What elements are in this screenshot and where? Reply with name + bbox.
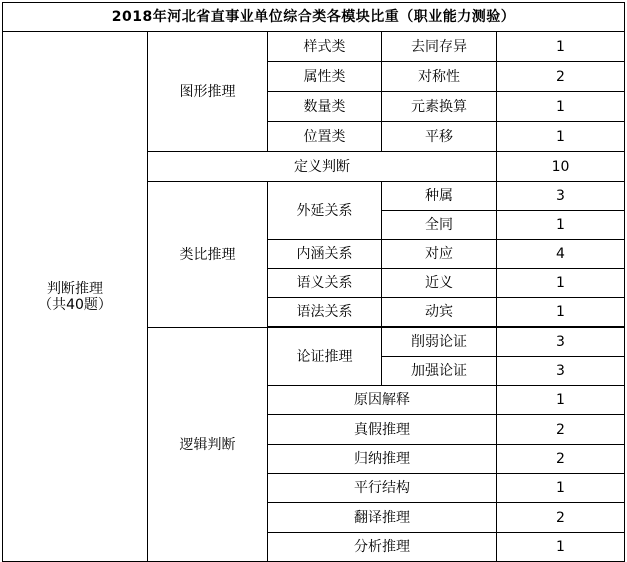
count-cell: 10 <box>497 152 625 182</box>
category-logic: 逻辑判断 <box>148 328 268 562</box>
subtype-cell: 外延关系 <box>268 182 382 240</box>
category-analogy: 类比推理 <box>148 182 268 328</box>
count-cell: 1 <box>497 269 625 298</box>
item-cell: 种属 <box>382 182 497 211</box>
item-cell: 对应 <box>382 240 497 269</box>
item-cell: 加强论证 <box>382 357 497 386</box>
item-cell: 动宾 <box>382 298 497 327</box>
subtype-cell: 语义关系 <box>268 269 382 298</box>
count-cell: 1 <box>497 211 625 240</box>
count-cell: 1 <box>497 474 625 503</box>
item-cell: 去同存异 <box>382 32 497 62</box>
subtype-cell: 论证推理 <box>268 328 382 386</box>
count-cell: 2 <box>497 415 625 445</box>
table-title: 2018年河北省直事业单位综合类各模块比重（职业能力测验） <box>3 3 625 32</box>
subtype-cell: 样式类 <box>268 32 382 62</box>
count-cell: 1 <box>497 92 625 122</box>
count-cell: 1 <box>497 386 625 415</box>
count-cell: 2 <box>497 503 625 533</box>
count-cell: 2 <box>497 62 625 92</box>
item-cell: 翻译推理 <box>268 503 497 533</box>
item-cell: 全同 <box>382 211 497 240</box>
item-cell: 原因解释 <box>268 386 497 415</box>
section-count: （共40题） <box>38 296 112 313</box>
count-cell: 3 <box>497 328 625 357</box>
count-cell: 1 <box>497 533 625 562</box>
item-cell: 近义 <box>382 269 497 298</box>
item-cell: 平移 <box>382 122 497 152</box>
item-cell: 真假推理 <box>268 415 497 445</box>
count-cell: 2 <box>497 445 625 474</box>
subtype-cell: 内涵关系 <box>268 240 382 269</box>
item-cell: 平行结构 <box>268 474 497 503</box>
count-cell: 3 <box>497 182 625 211</box>
item-cell: 削弱论证 <box>382 328 497 357</box>
subtype-cell: 属性类 <box>268 62 382 92</box>
count-cell: 1 <box>497 298 625 327</box>
count-cell: 3 <box>497 357 625 386</box>
category-definition: 定义判断 <box>148 152 497 182</box>
item-cell: 对称性 <box>382 62 497 92</box>
subtype-cell: 数量类 <box>268 92 382 122</box>
subtype-cell: 位置类 <box>268 122 382 152</box>
item-cell: 分析推理 <box>268 533 497 562</box>
count-cell: 4 <box>497 240 625 269</box>
subtype-cell: 语法关系 <box>268 298 382 327</box>
item-cell: 归纳推理 <box>268 445 497 474</box>
module-weight-table <box>2 2 625 562</box>
section-cell <box>3 32 148 562</box>
category-graph: 图形推理 <box>148 32 268 152</box>
count-cell: 1 <box>497 32 625 62</box>
item-cell: 元素换算 <box>382 92 497 122</box>
weight-table-container <box>2 2 625 562</box>
section-name: 判断推理 <box>47 280 103 297</box>
count-cell: 1 <box>497 122 625 152</box>
